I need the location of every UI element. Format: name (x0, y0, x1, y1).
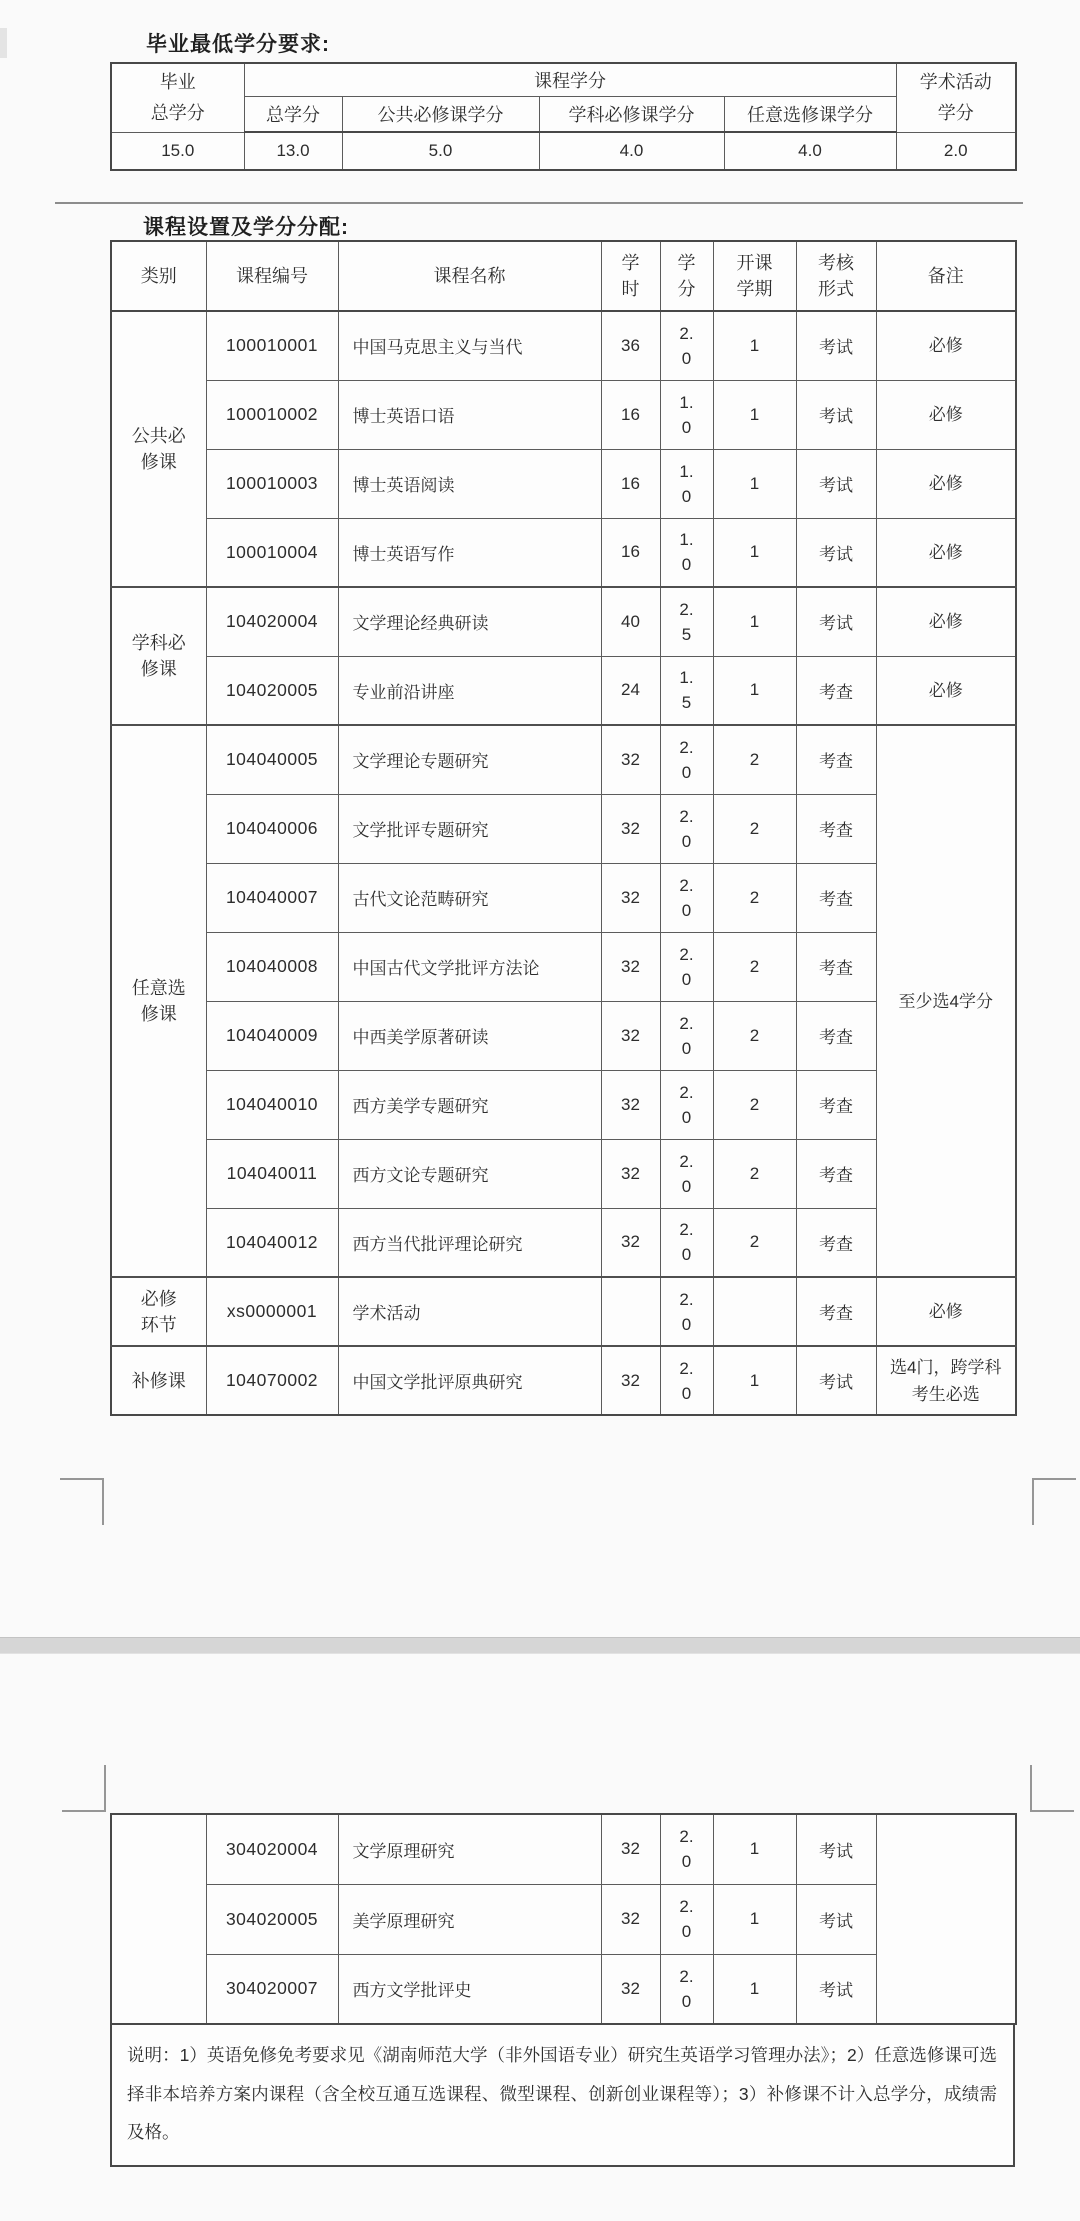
credit-summary-table (110, 62, 1017, 171)
cell-semester: 1 (713, 449, 796, 518)
cell-course-code: 104040008 (206, 932, 338, 1001)
course-table-continuation (110, 1813, 1017, 2025)
header-remark: 备注 (876, 241, 1016, 311)
cell-assessment: 考试 (796, 380, 876, 449)
course-row (111, 656, 1016, 725)
cell-hours: 40 (601, 587, 660, 656)
course-row (111, 380, 1016, 449)
cell-course-name: 文学批评专题研究 (338, 794, 601, 863)
cell-course-name: 西方文论专题研究 (338, 1139, 601, 1208)
cell-remark-continued (876, 1814, 1016, 2024)
page-gap-band (0, 1637, 1080, 1654)
section-divider-rule (55, 202, 1023, 204)
cell-semester: 1 (713, 380, 796, 449)
cell-assessment: 考查 (796, 725, 876, 794)
cell-remark: 必修 (876, 449, 1016, 518)
cell-category-continued (111, 1814, 206, 2024)
cell-course-code: 100010002 (206, 380, 338, 449)
cell-hours: 32 (601, 863, 660, 932)
cell-assessment: 考查 (796, 1208, 876, 1277)
course-table (110, 240, 1017, 1416)
header-assessment: 考核 形式 (796, 241, 876, 311)
cell-semester: 1 (713, 311, 796, 380)
cell-semester: 2 (713, 1001, 796, 1070)
cell-semester: 2 (713, 932, 796, 1001)
cell-credits: 1. 5 (660, 656, 713, 725)
header-semester: 开课 学期 (713, 241, 796, 311)
cell-remark: 必修 (876, 656, 1016, 725)
course-row (111, 1346, 1016, 1415)
cell-remark: 必修 (876, 311, 1016, 380)
cell-assessment: 考查 (796, 1139, 876, 1208)
course-row (111, 587, 1016, 656)
course-table-header-row (111, 241, 1016, 311)
cell-hours: 32 (601, 1346, 660, 1415)
cell-assessment: 考查 (796, 932, 876, 1001)
page-corner-mark-top-right (1030, 1765, 1074, 1812)
cell-hours: 32 (601, 1070, 660, 1139)
cell-course-name: 学术活动 (338, 1277, 601, 1346)
course-row (111, 1814, 1016, 1884)
header-course-code: 课程编号 (206, 241, 338, 311)
cell-credits: 2. 5 (660, 587, 713, 656)
cell-semester: 2 (713, 1139, 796, 1208)
notes-box: 说明：1）英语免修免考要求见《湖南师范大学（非外国语专业）研究生英语学习管理办法》；2）任意选修课可选择非本培养方案内课程（含全校互通互选课程、微型课程、创新创业课程等）；3）补修课不计入总学分，成绩需及格。 (110, 2025, 1015, 2167)
cell-course-name: 文学理论专题研究 (338, 725, 601, 794)
cell-assessment: 考试 (796, 449, 876, 518)
credit-value: 4.0 (539, 132, 724, 170)
cell-semester: 1 (713, 587, 796, 656)
cell-hours: 36 (601, 311, 660, 380)
cell-assessment: 考试 (796, 587, 876, 656)
cell-category: 任意选 修课 (111, 725, 206, 1277)
cell-assessment: 考试 (796, 1884, 876, 1954)
header-course-name: 课程名称 (338, 241, 601, 311)
cell-semester: 2 (713, 1208, 796, 1277)
cell-semester: 1 (713, 1954, 796, 2024)
cell-credits: 2. 0 (660, 1814, 713, 1884)
cell-course-name: 博士英语阅读 (338, 449, 601, 518)
cell-semester: 2 (713, 1070, 796, 1139)
section-title-course-setup: 课程设置及学分分配: (143, 216, 349, 239)
cell-assessment: 考查 (796, 656, 876, 725)
cell-credits: 2. 0 (660, 1954, 713, 2024)
page-corner-mark-top-left (62, 1765, 106, 1812)
cell-semester: 2 (713, 863, 796, 932)
cell-category: 补修课 (111, 1346, 206, 1415)
cell-credits: 1. 0 (660, 518, 713, 587)
cell-hours: 32 (601, 794, 660, 863)
cell-hours: 32 (601, 1884, 660, 1954)
cell-course-code: 304020007 (206, 1954, 338, 2024)
cell-credits: 2. 0 (660, 1884, 713, 1954)
cell-course-name: 博士英语写作 (338, 518, 601, 587)
cell-hours (601, 1277, 660, 1346)
cell-remark: 必修 (876, 380, 1016, 449)
cell-course-name: 美学原理研究 (338, 1884, 601, 1954)
cell-credits: 2. 0 (660, 863, 713, 932)
cell-course-name: 中国文学批评原典研究 (338, 1346, 601, 1415)
subheader-public-required-credits: 公共必修课学分 (342, 96, 539, 132)
cell-course-code: 104040006 (206, 794, 338, 863)
cell-hours: 16 (601, 380, 660, 449)
cell-course-code: 104040011 (206, 1139, 338, 1208)
cell-course-name: 西方文学批评史 (338, 1954, 601, 2024)
cell-semester: 1 (713, 1346, 796, 1415)
cell-hours: 16 (601, 449, 660, 518)
cell-category: 学科必 修课 (111, 587, 206, 725)
cell-semester: 1 (713, 518, 796, 587)
header-category: 类别 (111, 241, 206, 311)
header-hours: 学 时 (601, 241, 660, 311)
cell-course-name: 西方美学专题研究 (338, 1070, 601, 1139)
course-row (111, 518, 1016, 587)
cell-assessment: 考试 (796, 1954, 876, 2024)
cell-hours: 16 (601, 518, 660, 587)
cell-semester: 2 (713, 794, 796, 863)
cell-course-code: 100010001 (206, 311, 338, 380)
cell-hours: 32 (601, 725, 660, 794)
cell-assessment: 考查 (796, 1001, 876, 1070)
cell-assessment: 考查 (796, 794, 876, 863)
cell-credits: 2. 0 (660, 932, 713, 1001)
credit-value: 4.0 (724, 132, 896, 170)
page-corner-mark-bottom-left (60, 1478, 104, 1525)
summary-header-row-2 (111, 96, 1016, 132)
cell-remark: 必修 (876, 587, 1016, 656)
cell-course-name: 博士英语口语 (338, 380, 601, 449)
cell-course-code: 304020005 (206, 1884, 338, 1954)
credit-value: 2.0 (896, 132, 1016, 170)
subheader-elective-credits: 任意选修课学分 (724, 96, 896, 132)
cell-course-name: 中国古代文学批评方法论 (338, 932, 601, 1001)
cell-assessment: 考查 (796, 863, 876, 932)
cell-course-name: 文学原理研究 (338, 1814, 601, 1884)
cell-assessment: 考试 (796, 1346, 876, 1415)
credit-value: 5.0 (342, 132, 539, 170)
cell-hours: 32 (601, 1954, 660, 2024)
course-row (111, 1277, 1016, 1346)
cell-course-code: 104040007 (206, 863, 338, 932)
cell-assessment: 考查 (796, 1070, 876, 1139)
cell-semester: 1 (713, 1814, 796, 1884)
cell-course-code: 304020004 (206, 1814, 338, 1884)
course-row (111, 311, 1016, 380)
header-credits: 学 分 (660, 241, 713, 311)
summary-values-row (111, 132, 1016, 170)
cell-assessment: 考试 (796, 311, 876, 380)
cell-credits: 2. 0 (660, 1277, 713, 1346)
course-row (111, 449, 1016, 518)
cell-course-code: xs0000001 (206, 1277, 338, 1346)
cell-hours: 32 (601, 1001, 660, 1070)
summary-header-row-1 (111, 63, 1016, 96)
scan-edge-artifact (0, 28, 7, 58)
cell-credits: 2. 0 (660, 1346, 713, 1415)
cell-category: 必修 环节 (111, 1277, 206, 1346)
cell-course-name: 专业前沿讲座 (338, 656, 601, 725)
cell-course-name: 古代文论范畴研究 (338, 863, 601, 932)
cell-credits: 2. 0 (660, 1208, 713, 1277)
credit-value: 15.0 (111, 132, 244, 170)
subheader-discipline-required-credits: 学科必修课学分 (539, 96, 724, 132)
cell-assessment: 考查 (796, 1277, 876, 1346)
cell-course-name: 文学理论经典研读 (338, 587, 601, 656)
cell-course-name: 西方当代批评理论研究 (338, 1208, 601, 1277)
cell-category: 公共必 修课 (111, 311, 206, 587)
cell-course-code: 104040005 (206, 725, 338, 794)
subheader-total-credits: 总学分 (244, 96, 342, 132)
cell-credits: 2. 0 (660, 1001, 713, 1070)
cell-semester: 2 (713, 725, 796, 794)
cell-hours: 24 (601, 656, 660, 725)
course-credits-group-header: 课程学分 (244, 63, 896, 96)
cell-course-code: 104020005 (206, 656, 338, 725)
cell-course-code: 104040009 (206, 1001, 338, 1070)
cell-course-code: 100010003 (206, 449, 338, 518)
cell-hours: 32 (601, 932, 660, 1001)
cell-semester: 1 (713, 656, 796, 725)
cell-hours: 32 (601, 1814, 660, 1884)
cell-semester (713, 1277, 796, 1346)
cell-course-name: 中国马克思主义与当代 (338, 311, 601, 380)
academic-activity-credits-header: 学术活动 学分 (896, 63, 1016, 132)
cell-remark: 必修 (876, 518, 1016, 587)
credit-value: 13.0 (244, 132, 342, 170)
cell-assessment: 考试 (796, 1814, 876, 1884)
page-2-content (110, 1813, 1017, 2167)
cell-course-code: 104040010 (206, 1070, 338, 1139)
cell-semester: 1 (713, 1884, 796, 1954)
cell-credits: 2. 0 (660, 794, 713, 863)
section-title-graduation-credits: 毕业最低学分要求: (146, 33, 330, 56)
cell-credits: 1. 0 (660, 449, 713, 518)
cell-credits: 2. 0 (660, 1070, 713, 1139)
cell-course-code: 100010004 (206, 518, 338, 587)
page-corner-mark-bottom-right (1032, 1478, 1076, 1525)
cell-assessment: 考试 (796, 518, 876, 587)
cell-remark: 至少选4学分 (876, 725, 1016, 1277)
cell-credits: 2. 0 (660, 1139, 713, 1208)
cell-course-code: 104070002 (206, 1346, 338, 1415)
cell-credits: 2. 0 (660, 311, 713, 380)
cell-course-name: 中西美学原著研读 (338, 1001, 601, 1070)
cell-hours: 32 (601, 1139, 660, 1208)
cell-remark: 必修 (876, 1277, 1016, 1346)
cell-course-code: 104020004 (206, 587, 338, 656)
course-row (111, 725, 1016, 794)
cell-credits: 2. 0 (660, 725, 713, 794)
cell-hours: 32 (601, 1208, 660, 1277)
cell-course-code: 104040012 (206, 1208, 338, 1277)
cell-credits: 1. 0 (660, 380, 713, 449)
grad-total-credits-header: 毕业 总学分 (111, 63, 244, 132)
cell-remark: 选4门，跨学科考生必选 (876, 1346, 1016, 1415)
